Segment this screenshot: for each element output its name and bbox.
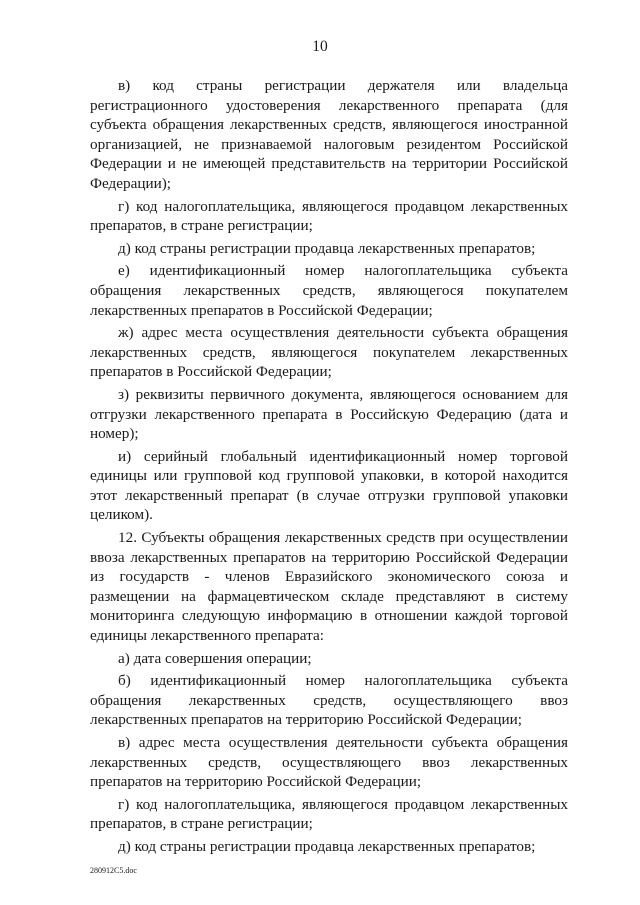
paragraph-v-registration-country: в) код страны регистрации держателя или владельца регистрационного удостоверения лекарственного препарата (для субъекта обращения лекарственных средств, являющегося иностранной организацией, не признаваемой налоговым резидентом Российской Федерации и не имеющей представительств на территории Российской Федерации); — [90, 77, 568, 192]
paragraph-v-importer-address: в) адрес места осуществления деятельности субъекта обращения лекарственных средств, осуществляющего ввоз лекарственных препаратов на территорию Российской Федерации; — [90, 734, 568, 791]
paragraph-b-importer-inn: б) идентификационный номер налогоплательщика субъекта обращения лекарственных средств, осуществляющего ввоз лекарственных препаратов на территорию Российской Федерации; — [90, 672, 568, 729]
footer-filename: 280912C5.doc — [90, 866, 137, 875]
paragraph-d-seller-country: д) код страны регистрации продавца лекарственных препаратов; — [118, 239, 536, 257]
paragraph-12-import: 12. Субъекты обращения лекарственных средств при осуществлении ввоза лекарственных препаратов на территорию Российской Федерации из государств - членов Евразийского экономического союза и размещении на фармацевтическом складе представляют в систему мониторинга следующую информацию в отношении каждой торговой единицы лекарственного препарата: — [90, 529, 568, 645]
paragraph-zh-buyer-address: ж) адрес места осуществления деятельности субъекта обращения лекарственных средств, являющегося покупателем лекарственных препаратов в Российской Федерации; — [90, 324, 568, 381]
paragraph-d-seller-country-2: д) код страны регистрации продавца лекарственных препаратов; — [118, 837, 536, 855]
paragraph-z-primary-document: з) реквизиты первичного документа, являющегося основанием для отгрузки лекарственного препарата в Российскую Федерацию (дата и номер); — [90, 385, 568, 443]
paragraph-g-seller-tax-code-2: г) код налогоплательщика, являющегося продавцом лекарственных препаратов, в стране регистрации; — [90, 795, 568, 833]
document-body — [90, 76, 568, 860]
paragraph-e-buyer-inn: е) идентификационный номер налогоплательщика субъекта обращения лекарственных средств, являющегося покупателем лекарственных препаратов в Российской Федерации; — [90, 262, 568, 319]
paragraph-a-operation-date: а) дата совершения операции; — [118, 649, 312, 667]
paragraph-g-seller-tax-code: г) код налогоплательщика, являющегося продавцом лекарственных препаратов, в стране регистрации; — [90, 197, 568, 235]
page-number: 10 — [312, 38, 328, 55]
paragraph-i-serial-number: и) серийный глобальный идентификационный номер торговой единицы или групповой код групповой упаковки, в которой находится этот лекарственный препарат (в случае отгрузки групповой упаковки целиком). — [90, 447, 568, 524]
